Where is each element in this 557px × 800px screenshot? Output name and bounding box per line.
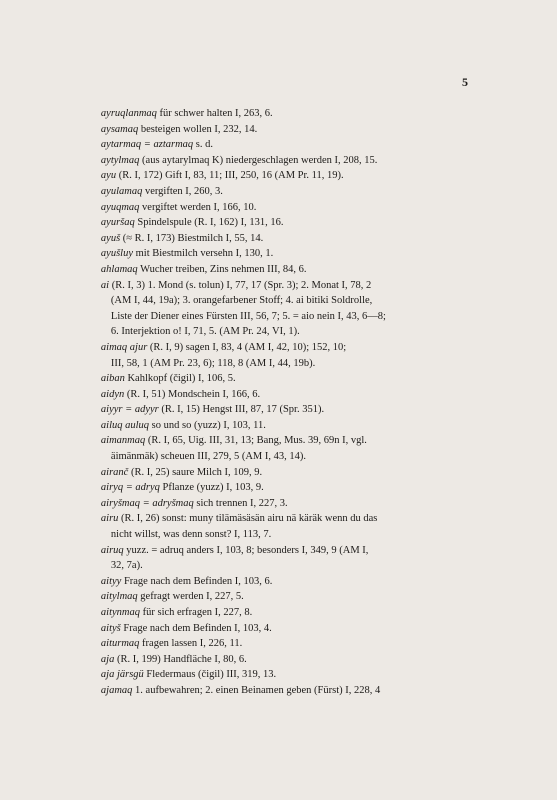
entry-headword: aytylmaq xyxy=(100,154,140,166)
entry-headword: airanč xyxy=(100,466,129,478)
entry-definition: so und so (yuzz) I, 103, 11. xyxy=(149,419,266,431)
entry-definition: Wucher treiben, Zins nehmen III, 84, 6. xyxy=(137,263,307,275)
dictionary-entry xyxy=(101,511,526,542)
entry-headword: ayušluy xyxy=(100,248,133,260)
dictionary-entry xyxy=(101,543,526,574)
entry-definition: Fledermaus (čigil) III, 319, 13. xyxy=(143,669,277,681)
dictionary-entry xyxy=(101,246,526,262)
dictionary-entry xyxy=(101,574,526,590)
entry-definition: Kahlkopf (čigil) I, 106, 5. xyxy=(124,373,236,385)
entry-definition: Frage nach dem Befinden I, 103, 4. xyxy=(120,622,272,634)
entry-headword: aityš xyxy=(100,622,121,634)
entry-definition: Frage nach dem Befinden I, 103, 6. xyxy=(121,575,273,587)
dictionary-entry xyxy=(101,636,526,652)
entry-headword: ayuršaq xyxy=(100,217,135,229)
entry-headword: aiban xyxy=(100,373,125,385)
entry-definition: 1. aufbewahren; 2. einen Beinamen geben (Fürst) I, 228, 4 xyxy=(132,684,381,696)
dictionary-entry xyxy=(101,418,526,434)
entry-definition: (R. I, 15) Hengst III, 87, 17 (Spr. 351). xyxy=(158,404,325,416)
entry-definition: (R. I, 25) saure Milch I, 109, 9. xyxy=(128,466,263,478)
entry-headword: ayulamaq xyxy=(100,185,143,197)
entry-definition: Pflanze (yuzz) I, 103, 9. xyxy=(159,482,264,494)
dictionary-entry xyxy=(101,184,526,200)
entry-definition: (R. I, 3) 1. Mond (s. tolun) I, 77, 17 (Spr. 3); 2. Monat I, 78, 2 xyxy=(109,279,372,291)
entry-definition: Spindelspule (R. I, 162) I, 131, 16. xyxy=(134,217,284,229)
dictionary-entries xyxy=(101,106,526,699)
entry-definition: fragen lassen I, 226, 11. xyxy=(139,638,243,650)
entry-definition: sich trennen I, 227, 3. xyxy=(193,497,288,509)
entry-headword: ayuqmaq xyxy=(100,201,140,213)
entry-headword: aja xyxy=(100,653,115,665)
entry-headword: ahlamaq xyxy=(100,263,138,275)
dictionary-entry xyxy=(101,371,526,387)
entry-definition: (R. I, 199) Handfläche I, 80, 6. xyxy=(114,653,247,665)
dictionary-entry xyxy=(101,262,526,278)
page-number: 5 xyxy=(462,75,468,89)
dictionary-entry xyxy=(101,667,526,683)
entry-definition: s. d. xyxy=(193,139,214,151)
entry-headword: aiturmaq xyxy=(100,638,140,650)
entry-headword: ai xyxy=(100,279,110,291)
entry-headword: aimanmaq xyxy=(100,435,146,447)
dictionary-entry xyxy=(101,137,526,153)
entry-continuation-line: 6. Interjektion o! I, 71, 5. (AM Pr. 24, VI, 1). xyxy=(110,326,300,338)
dictionary-entry xyxy=(101,605,526,621)
dictionary-entry xyxy=(101,200,526,216)
entry-headword: aja järsgü xyxy=(100,669,144,681)
entry-definition: (R. I, 26) sonst: muny tilämäsäsän airu nä käräk wenn du das xyxy=(118,513,378,525)
entry-definition: (R. I, 51) Mondschein I, 166, 6. xyxy=(124,388,261,400)
entry-headword: aiyyr = adyyr xyxy=(100,404,159,416)
dictionary-entry xyxy=(101,402,526,418)
dictionary-entry xyxy=(101,340,526,371)
entry-headword: ayruqlanmaq xyxy=(100,108,157,119)
entry-definition: vergiften I, 260, 3. xyxy=(142,185,223,197)
dictionary-entry xyxy=(101,480,526,496)
entry-continuation-line: Liste der Diener eines Fürsten III, 56, 7; 5. = aio nein I, 43, 6—8; xyxy=(110,310,386,322)
dictionary-entry xyxy=(101,652,526,668)
entry-definition: (R. I, 172) Gift I, 83, 11; III, 250, 16 (AM Pr. 11, 19). xyxy=(116,170,344,182)
entry-headword: airuq xyxy=(100,544,124,556)
entry-continuation-line: nicht willst, was denn sonst? I, 113, 7. xyxy=(110,529,272,541)
dictionary-entry xyxy=(101,231,526,247)
entry-continuation-line: III, 58, 1 (AM Pr. 23, 6); 118, 8 (AM I, 44, 19b). xyxy=(110,357,316,369)
entry-headword: ayu xyxy=(100,170,117,182)
dictionary-entry xyxy=(101,433,526,464)
entry-headword: airyšmaq = adryšmaq xyxy=(100,497,194,509)
dictionary-entry xyxy=(101,153,526,169)
entry-definition: für sich erfragen I, 227, 8. xyxy=(139,607,253,618)
entry-headword: aitylmaq xyxy=(100,591,138,603)
entry-headword: aytarmaq = aztarmaq xyxy=(100,139,194,151)
entry-definition: yuzz. = adruq anders I, 103, 8; besonders I, 349, 9 (AM I, xyxy=(123,544,369,556)
entry-continuation-line: äimänmäk) scheuen III, 279, 5 (AM I, 43, 14). xyxy=(110,451,306,463)
entry-definition: (R. I, 65, Uig. III, 31, 13; Bang, Mus. 39, 69n I, vgl. xyxy=(145,435,367,447)
entry-headword: ailuq auluq xyxy=(100,419,150,431)
dictionary-entry xyxy=(101,465,526,481)
entry-definition: vergiftet werden I, 166, 10. xyxy=(139,201,257,213)
entry-headword: aysamaq xyxy=(100,123,139,135)
dictionary-entry xyxy=(101,278,526,340)
entry-headword: aityy xyxy=(100,575,122,587)
dictionary-entry xyxy=(101,122,526,138)
entry-headword: airu xyxy=(100,513,119,525)
dictionary-entry xyxy=(101,106,526,122)
entry-headword: airyq = adryq xyxy=(100,482,160,494)
entry-definition: (R. I, 9) sagen I, 83, 4 (AM I, 42, 10); 152, 10; xyxy=(147,341,347,353)
dictionary-entry xyxy=(101,589,526,605)
entry-continuation-line: (AM I, 44, 19a); 3. orangefarbener Stoff; 4. ai bitiki Soldrolle, xyxy=(110,295,373,307)
entry-definition: gefragt werden I, 227, 5. xyxy=(137,591,244,603)
dictionary-entry xyxy=(101,215,526,231)
entry-definition: (aus aytarylmaq K) niedergeschlagen werden I, 208, 15. xyxy=(139,154,378,166)
entry-definition: für schwer halten I, 263, 6. xyxy=(156,108,273,119)
entry-definition: mit Biestmilch versehn I, 130, 1. xyxy=(132,248,274,260)
entry-headword: aitynmaq xyxy=(100,607,140,618)
entry-definition: besteigen wollen I, 232, 14. xyxy=(138,123,258,135)
entry-headword: ayuš xyxy=(100,232,121,244)
dictionary-entry xyxy=(101,621,526,637)
dictionary-entry xyxy=(101,387,526,403)
entry-headword: aidyn xyxy=(100,388,125,400)
dictionary-entry xyxy=(101,683,526,699)
entry-headword: ajamaq xyxy=(100,684,133,696)
dictionary-entry xyxy=(101,168,526,184)
entry-headword: aimaq ajur xyxy=(100,341,148,353)
dictionary-entry xyxy=(101,496,526,512)
entry-definition: (≈ R. I, 173) Biestmilch I, 55, 14. xyxy=(120,232,264,244)
entry-continuation-line: 32, 7a). xyxy=(110,560,143,572)
